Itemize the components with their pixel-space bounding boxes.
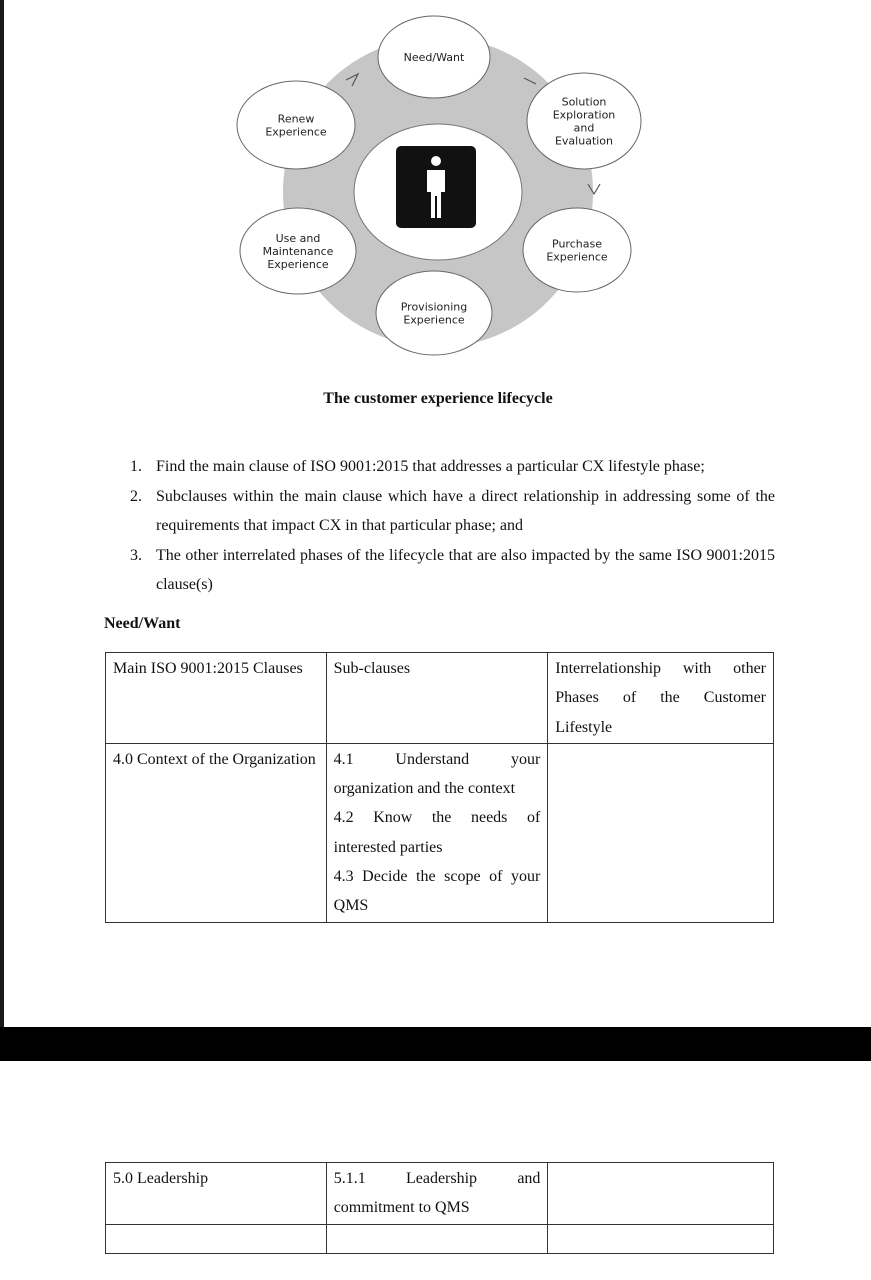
phase-label: Exploration bbox=[552, 108, 616, 122]
header-subclauses: Sub-clauses bbox=[326, 653, 548, 744]
phase-need bbox=[378, 16, 490, 98]
person-icon bbox=[396, 146, 476, 228]
subclause-cell bbox=[326, 1224, 548, 1253]
clause-table bbox=[105, 652, 774, 923]
interrelationship-cell bbox=[548, 743, 774, 922]
phase-label: Need/Want bbox=[403, 51, 465, 64]
phase-label: Evaluation bbox=[554, 134, 614, 148]
question-list bbox=[130, 452, 775, 600]
main-clause-cell bbox=[106, 1224, 327, 1253]
phase-solution bbox=[527, 73, 641, 169]
question-text: Subclauses within the main clause which have a direct relationship in addressing some of the requirements that impact CX in that particular phase; and bbox=[156, 487, 775, 534]
section-heading: Need/Want bbox=[104, 615, 181, 632]
subclause-item: 4.1 Understand your organization and the context bbox=[333, 750, 541, 798]
table-row bbox=[106, 1163, 774, 1225]
question-text: The other interrelated phases of the lifecycle that are also impacted by the same ISO 9001:2015 clause(s) bbox=[156, 546, 775, 593]
main-clause-cell: 5.0 Leadership bbox=[106, 1163, 327, 1225]
table-row bbox=[106, 1224, 774, 1253]
phase-label: Purchase bbox=[552, 237, 602, 251]
question-number: 2. bbox=[130, 487, 142, 505]
question-number: 1. bbox=[130, 458, 142, 475]
question-item bbox=[130, 541, 775, 600]
header-interrelationship: Interrelationship with other Phases of the Customer Lifestyle bbox=[548, 653, 774, 744]
interrelationship-cell bbox=[548, 1163, 774, 1225]
main-clause-cell: 4.0 Context of the Organization bbox=[106, 743, 327, 922]
phase-label: Provisioning bbox=[400, 300, 468, 314]
interrelationship-cell bbox=[548, 1224, 774, 1253]
subclause-cell: 5.1.1 Leadership and commitment to QMS bbox=[326, 1163, 548, 1225]
phase-use bbox=[240, 208, 356, 294]
table-header-row bbox=[106, 653, 774, 744]
leadership-table bbox=[105, 1162, 774, 1254]
question-item bbox=[130, 482, 775, 541]
subclause-item: 4.2 Know the needs of interested parties bbox=[333, 809, 541, 856]
phase-label: Use and bbox=[275, 232, 321, 245]
phase-label: Experience bbox=[267, 258, 329, 271]
question-text: Find the main clause of ISO 9001:2015 that addresses a particular CX lifestyle phase; bbox=[156, 458, 705, 475]
phase-label: Experience bbox=[403, 313, 465, 327]
phase-purchase bbox=[523, 208, 631, 292]
subclause-cell bbox=[326, 743, 548, 922]
phase-label: Renew bbox=[277, 112, 315, 126]
subclause-item: 4.3 Decide the scope of your QMS bbox=[333, 868, 541, 915]
phase-label: Solution bbox=[561, 95, 607, 109]
header-main-clauses: Main ISO 9001:2015 Clauses bbox=[106, 653, 327, 744]
table-row bbox=[106, 743, 774, 922]
phase-label: Maintenance bbox=[262, 245, 334, 258]
phase-label: and bbox=[573, 121, 595, 135]
phase-provisioning bbox=[376, 271, 492, 355]
question-number: 3. bbox=[130, 546, 142, 564]
phase-renew bbox=[237, 81, 355, 169]
phase-label: Experience bbox=[265, 125, 327, 139]
phase-label: Experience bbox=[546, 250, 608, 264]
diagram-caption: The customer experience lifecycle bbox=[323, 390, 553, 407]
question-item bbox=[130, 452, 775, 482]
cx-lifecycle-diagram bbox=[0, 0, 871, 390]
black-band bbox=[0, 1027, 871, 1061]
